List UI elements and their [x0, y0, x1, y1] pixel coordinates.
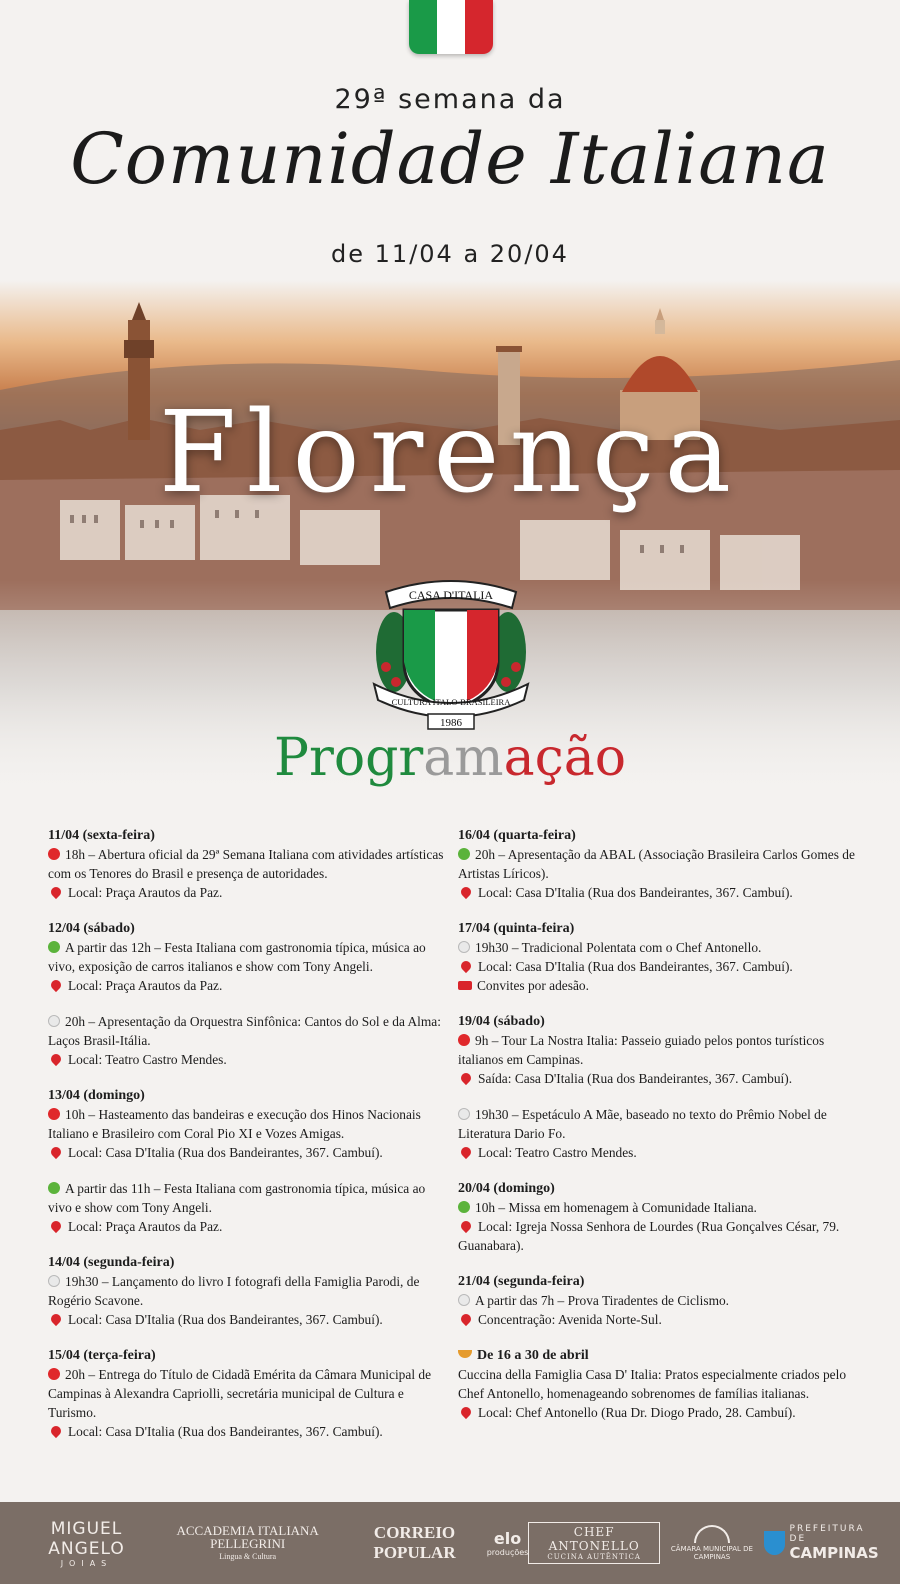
white-circle-icon [458, 1294, 470, 1306]
event-location: Local: Casa D'Italia (Rua dos Bandeirantes, 367. Cambuí). [48, 1310, 448, 1329]
day-title: De 16 a 30 de abril [458, 1346, 858, 1365]
day-title: 13/04 (domingo) [48, 1088, 145, 1103]
red-circle-icon [458, 1034, 470, 1046]
event: 19h30 – Lançamento do livro I fotografi della Famiglia Parodi, de Rogério Scavone. [48, 1274, 420, 1308]
day-block [48, 1253, 448, 1329]
green-circle-icon [48, 1182, 60, 1194]
schedule-right-column [458, 826, 858, 1439]
event-location: Local: Casa D'Italia (Rua dos Bandeirantes, 367. Cambuí). [48, 1143, 448, 1162]
event: 10h – Hasteamento das bandeiras e execução dos Hinos Nacionais Italiano e Brasileiro com Coral Pio XI e Vozes Amigas. [48, 1107, 421, 1141]
sponsors-bar [0, 1502, 900, 1584]
event: 20h – Entrega do Título de Cidadã Emérita da Câmara Municipal de Campinas à Alexandra Capriolli, secretária municipal de Cultura e Turismo. [48, 1367, 432, 1420]
schedule-left-column [48, 826, 448, 1458]
day-block [458, 1012, 858, 1162]
green-circle-icon [458, 1201, 470, 1213]
day-block [458, 1346, 858, 1422]
red-circle-icon [48, 1368, 60, 1380]
event: 10h – Missa em homenagem à Comunidade Italiana. [458, 1198, 858, 1217]
event: 19h30 – Espetáculo A Mãe, baseado no texto do Prêmio Nobel de Literatura Dario Fo. [458, 1107, 827, 1141]
pin-icon [49, 1145, 63, 1159]
day-title: 11/04 (sexta-feira) [48, 828, 155, 843]
event-dates: de 11/04 a 20/04 [331, 240, 569, 268]
event-location: Local: Casa D'Italia (Rua dos Bandeirantes, 367. Cambuí). [48, 1422, 448, 1441]
pin-icon [459, 959, 473, 973]
ticket-icon [458, 981, 472, 990]
event-location: Local: Casa D'Italia (Rua dos Bandeirantes, 367. Cambuí). [458, 883, 858, 902]
day-block [48, 1086, 448, 1236]
event: A partir das 7h – Prova Tiradentes de Ciclismo. [458, 1291, 858, 1310]
event-location: Concentração: Avenida Norte-Sul. [458, 1310, 858, 1329]
event: 19h30 – Tradicional Polentata com o Chef Antonello. [458, 938, 858, 957]
pin-icon [459, 1071, 473, 1085]
sponsor-elo-logo: elo produções [486, 1529, 529, 1557]
green-circle-icon [48, 941, 60, 953]
white-circle-icon [48, 1015, 60, 1027]
pin-icon [459, 1312, 473, 1326]
event-note: Convites por adesão. [458, 976, 858, 995]
event-location: Local: Praça Arautos da Paz. [48, 976, 448, 995]
pin-icon [49, 1312, 63, 1326]
dome-icon [694, 1525, 730, 1543]
food-bowl-icon [458, 1350, 472, 1358]
day-block [458, 1179, 858, 1255]
event-location: Local: Chef Antonello (Rua Dr. Diogo Prado, 28. Cambuí). [458, 1403, 858, 1422]
pin-icon [49, 1052, 63, 1066]
italian-flag [409, 0, 493, 54]
edition-label: 29ª semana da [334, 84, 566, 115]
event-location: Local: Casa D'Italia (Rua dos Bandeirantes, 367. Cambuí). [458, 957, 858, 976]
pin-icon [49, 1219, 63, 1233]
event-location: Local: Teatro Castro Mendes. [48, 1050, 448, 1069]
event: Cuccina della Famiglia Casa D' Italia: Pratos especialmente criados pelo Chef Antonello, homenageando sobrenomes de famílias italianas. [458, 1367, 847, 1401]
day-title: 21/04 (segunda-feira) [458, 1274, 585, 1289]
day-title: 16/04 (quarta-feira) [458, 828, 576, 843]
shield-icon [764, 1531, 785, 1555]
pin-icon [459, 1219, 473, 1233]
emblem-year: 1986 [440, 717, 462, 729]
sponsor-accademia-logo: ACCADEMIA ITALIANA PELLEGRINI Lingua & Cultura [176, 1522, 319, 1561]
sponsor-miguel-angelo-logo: MIGUEL ANGELO JOIAS [48, 1518, 125, 1568]
sponsor-prefeitura-logo: PREFEITURA DE CAMPINAS [764, 1524, 880, 1562]
green-circle-icon [458, 848, 470, 860]
headline-title: Comunidade Italiana [70, 118, 830, 200]
white-circle-icon [458, 941, 470, 953]
white-circle-icon [458, 1108, 470, 1120]
day-block [48, 919, 448, 1069]
day-block [48, 1346, 448, 1441]
day-block [458, 919, 858, 995]
event: 9h – Tour La Nostra Italia: Passeio guiado pelos pontos turísticos italianos em Campinas. [458, 1033, 825, 1067]
red-circle-icon [48, 1108, 60, 1120]
event: 20h – Apresentação da Orquestra Sinfônica: Cantos do Sol e da Alma: Laços Brasil-Itália. [48, 1014, 441, 1048]
emblem-top-text: CASA D'ITALIA [408, 588, 494, 602]
day-title: 12/04 (sábado) [48, 921, 135, 936]
event: A partir das 12h – Festa Italiana com gastronomia típica, música ao vivo, exposição de carros italianos e show com Tony Angeli. [48, 940, 426, 974]
day-title: 20/04 (domingo) [458, 1181, 555, 1196]
event-location: Saída: Casa D'Italia (Rua dos Bandeirantes, 367. Cambuí). [458, 1069, 858, 1088]
pin-icon [459, 885, 473, 899]
event-location: Local: Praça Arautos da Paz. [48, 1217, 448, 1236]
day-block [458, 1272, 858, 1329]
casa-ditalia-emblem [366, 572, 536, 732]
pin-icon [49, 1424, 63, 1438]
city-title: Florença [158, 388, 742, 518]
event-location: Local: Igreja Nossa Senhora de Lourdes (Rua Gonçalves César, 79. Guanabara). [458, 1219, 840, 1253]
event: 20h – Apresentação da ABAL (Associação Brasileira Carlos Gomes de Artistas Líricos). [458, 847, 855, 881]
day-title: 19/04 (sábado) [458, 1014, 545, 1029]
event-location: Local: Teatro Castro Mendes. [458, 1143, 858, 1162]
sponsor-camara-logo: CÂMARA MUNICIPAL DE CAMPINAS [660, 1525, 764, 1561]
day-title: 15/04 (terça-feira) [48, 1348, 156, 1363]
event-location: Local: Praça Arautos da Paz. [48, 883, 448, 902]
pin-icon [49, 978, 63, 992]
red-circle-icon [48, 848, 60, 860]
event: 18h – Abertura oficial da 29ª Semana Italiana com atividades artísticas com os Tenores do Brasil e presença de autoridades. [48, 847, 444, 881]
emblem-ribbon-text: CULTURA ITALO-BRASILEIRA [391, 697, 511, 707]
day-title: 17/04 (quinta-feira) [458, 921, 575, 936]
event: A partir das 11h – Festa Italiana com gastronomia típica, música ao vivo e show com Tony Angeli. [48, 1181, 426, 1215]
program-title: Programação [273, 728, 627, 788]
day-title: 14/04 (segunda-feira) [48, 1255, 175, 1270]
sponsor-chef-antonello-logo: CHEF ANTONELLO CUCINA AUTÊNTICA [528, 1522, 660, 1564]
pin-icon [459, 1145, 473, 1159]
pin-icon [459, 1405, 473, 1419]
day-block [48, 826, 448, 902]
white-circle-icon [48, 1275, 60, 1287]
pin-icon [49, 885, 63, 899]
sponsor-correio-popular-logo: CORREIO POPULAR [373, 1523, 456, 1562]
day-block [458, 826, 858, 902]
